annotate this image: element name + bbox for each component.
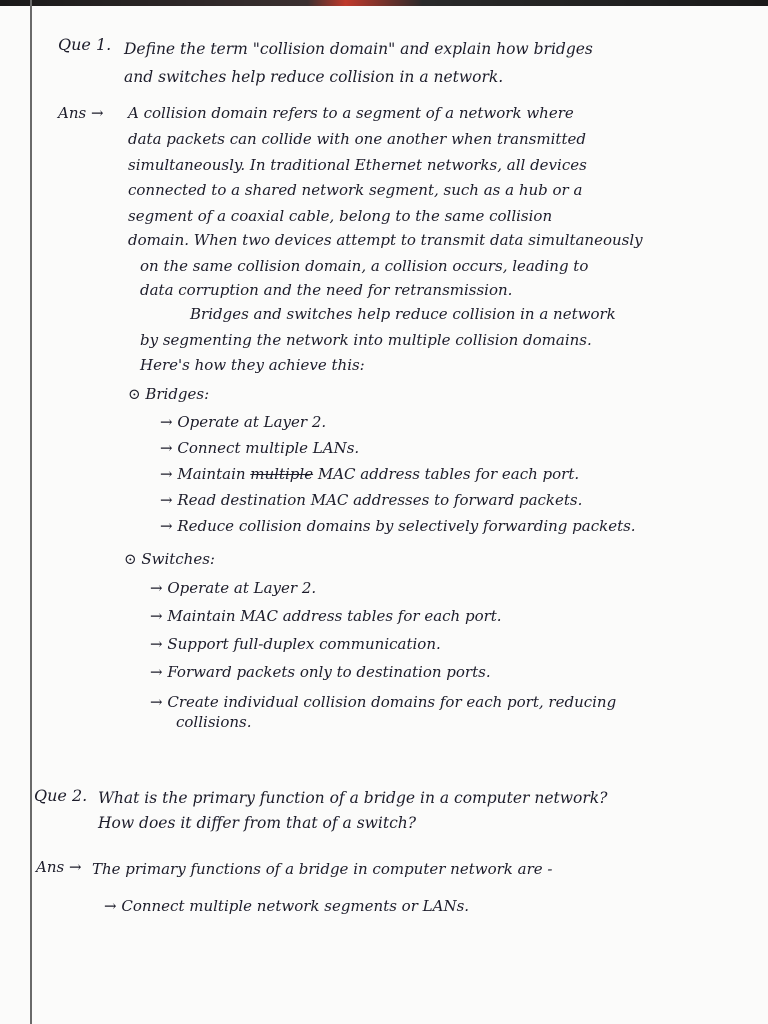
q1-answer-line: Bridges and switches help reduce collision in a network: [190, 305, 616, 323]
q1-question-line-1: Define the term "collision domain" and explain how bridges: [124, 40, 593, 58]
q1-answer-line: connected to a shared network segment, such as a hub or a: [128, 181, 583, 199]
q1-answer-line: segment of a coaxial cable, belong to the same collision: [128, 207, 553, 225]
q2-question-line-2: How does it differ from that of a switch?: [98, 814, 417, 832]
switches-heading: ⊙ Switches:: [124, 550, 215, 568]
struck-word: multiple: [250, 465, 314, 483]
q1-label: Que 1.: [58, 35, 112, 54]
switches-point-continued: collisions.: [176, 713, 252, 731]
switches-point: → Support full-duplex communication.: [150, 635, 441, 653]
q2-answer-line: The primary functions of a bridge in computer network are -: [92, 860, 553, 878]
switches-point: → Create individual collision domains for each port, reducing: [150, 693, 617, 711]
bridges-point-maintain: [160, 465, 579, 483]
switches-point: → Maintain MAC address tables for each port.: [150, 607, 502, 625]
switches-point: → Forward packets only to destination ports.: [150, 663, 491, 681]
q2-label: Que 2.: [34, 786, 88, 805]
q2-answer-label: Ans →: [36, 858, 82, 876]
margin-line: [30, 0, 32, 1024]
q2-question-line-1: What is the primary function of a bridge in a computer network?: [98, 789, 608, 807]
switches-point: → Operate at Layer 2.: [150, 579, 317, 597]
q1-answer-line: A collision domain refers to a segment of a network where: [128, 104, 574, 122]
bridges-point: → Connect multiple LANs.: [160, 439, 360, 457]
q1-answer-line: Here's how they achieve this:: [140, 356, 365, 374]
q1-answer-line: domain. When two devices attempt to transmit data simultaneously: [128, 231, 643, 249]
q1-answer-line: simultaneously. In traditional Ethernet networks, all devices: [128, 156, 587, 174]
bridges-point: → Reduce collision domains by selectively forwarding packets.: [160, 517, 636, 535]
bridges-point-text: MAC address tables for each port.: [313, 465, 580, 483]
q1-answer-line: data corruption and the need for retransmission.: [140, 281, 513, 299]
q1-answer-line: by segmenting the network into multiple collision domains.: [140, 331, 592, 349]
q1-answer-line: on the same collision domain, a collision occurs, leading to: [140, 257, 589, 275]
q2-point: → Connect multiple network segments or LANs.: [104, 897, 470, 915]
q1-question-line-2: and switches help reduce collision in a network.: [124, 68, 504, 86]
bridges-point: → Read destination MAC addresses to forward packets.: [160, 491, 583, 509]
bridges-point: → Operate at Layer 2.: [160, 413, 327, 431]
bridges-point-text: → Maintain: [160, 465, 251, 483]
bridges-heading: ⊙ Bridges:: [128, 385, 210, 403]
q1-answer-line: data packets can collide with one another when transmitted: [128, 130, 586, 148]
top-edge-strip: [0, 0, 768, 6]
q1-answer-label: Ans →: [58, 104, 104, 122]
